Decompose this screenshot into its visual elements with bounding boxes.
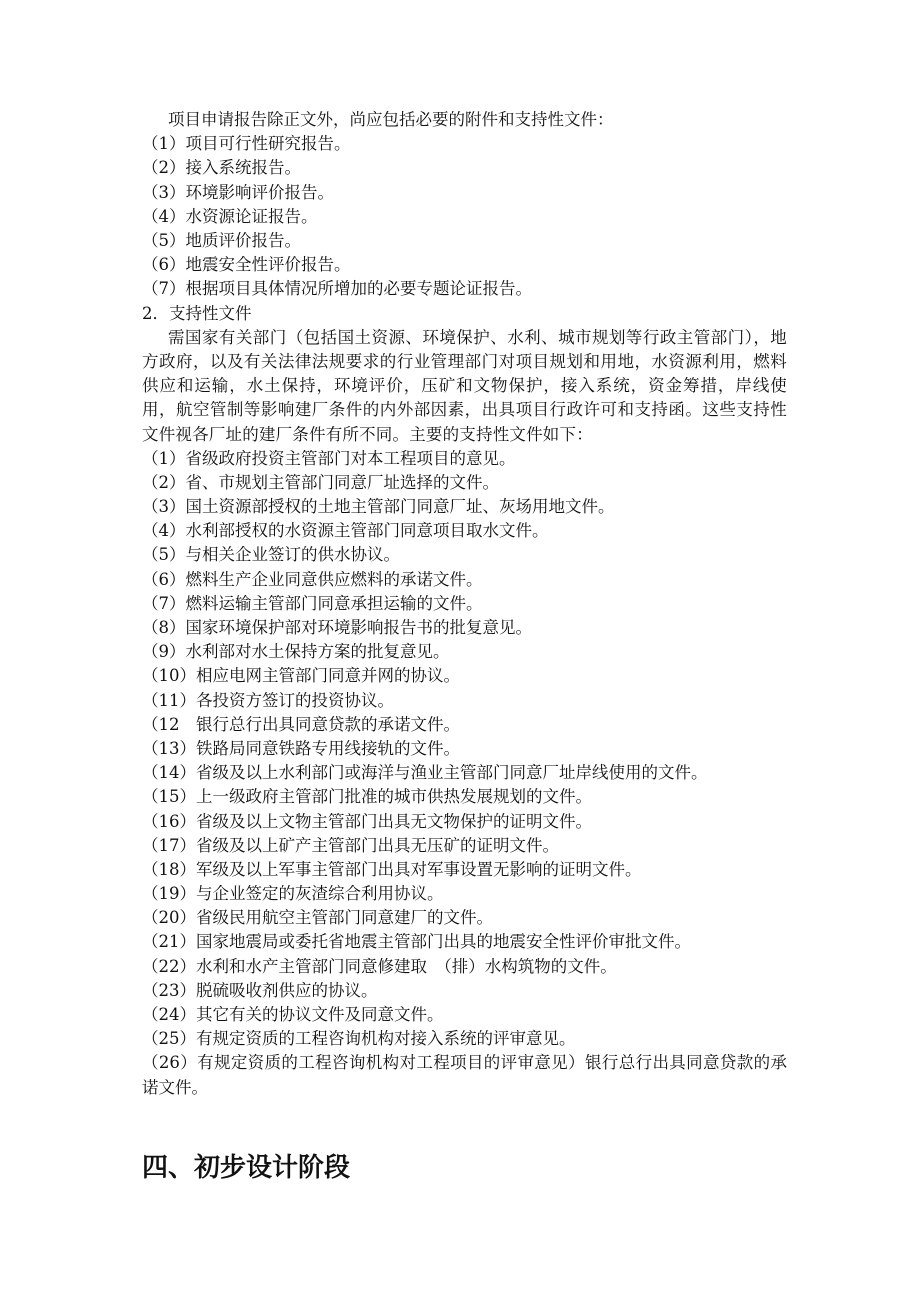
list-item: （4）水利部授权的水资源主管部门同意项目取水文件。 [142,521,549,541]
list-item: （19）与企业签定的灰渣综合利用协议。 [142,884,444,904]
list-item: （9）水利部对水土保持方案的批复意见。 [142,642,450,662]
list-item: （16）省级及以上文物主管部门出具无文物保护的证明文件。 [142,811,592,831]
list-item: （15）上一级政府主管部门批准的城市供热发展规划的文件。 [142,787,592,807]
document-body [142,108,787,1100]
list-item-wrapped: （26）有规定资质的工程咨询机构对工程项目的评审意见）银行总行出具同意贷款的承诺文件。 [142,1053,787,1097]
list-item: （2）接入系统报告。 [142,158,301,178]
list-item: （3）环境影响评价报告。 [142,182,334,202]
chapter-heading: 四、初步设计阶段 [142,1153,351,1183]
list-item: （5）地质评价报告。 [142,230,301,250]
list-item: （5）与相关企业签订的供水协议。 [142,545,400,565]
list-item: （7）根据项目具体情况所增加的必要专题论证报告。 [142,279,532,299]
list-item: （1）省级政府投资主管部门对本工程项目的意见。 [142,448,516,468]
list-item: （13）铁路局同意铁路专用线接轨的文件。 [142,738,460,758]
list-item: （17）省级及以上矿产主管部门出具无压矿的证明文件。 [142,835,559,855]
list-item: （6）地震安全性评价报告。 [142,255,351,275]
list-item: （24）其它有关的协议文件及同意文件。 [142,1005,444,1025]
section-paragraph: 需国家有关部门（包括国土资源、环境保护、水利、城市规划等行政主管部门），地方政府，以及有关法律法规要求的行业管理部门对项目规划和用地，水资源利用，燃料供应和运输，水土保持，环境评价，压矿和文物保护，接入系统，资金筹措，岸线使用，航空管制等影响建厂条件的内外部因素，出具项目行政许可和支持函。这些支持性文件视各厂址的建厂条件有所不同。主要的支持性文件如下： [142,327,787,444]
list-item: （7）燃料运输主管部门同意承担运输的文件。 [142,593,483,613]
list-item: （18）军级及以上军事主管部门出具对军事设置无影响的证明文件。 [142,859,642,879]
list-item: （8）国家环境保护部对环境影响报告书的批复意见。 [142,618,532,638]
section-title: 2．支持性文件 [142,303,252,323]
intro-line: 项目申请报告除正文外，尚应包括必要的附件和支持性文件： [168,110,614,129]
list-item: （2）省、市规划主管部门同意厂址选择的文件。 [142,472,499,492]
list-item: （10）相应电网主管部门同意并网的协议。 [142,666,460,686]
list-item: （1）项目可行性研究报告。 [142,134,351,154]
list-item: （12 银行总行出具同意贷款的承诺文件。 [142,714,460,734]
list-item: （20）省级民用航空主管部门同意建厂的文件。 [142,908,493,928]
list-item: （6）燃料生产企业同意供应燃料的承诺文件。 [142,569,483,589]
support-doc-list [142,447,787,1100]
list-item: （25）有规定资质的工程咨询机构对接入系统的评审意见。 [142,1029,576,1049]
list-item: （11）各投资方签订的投资协议。 [142,690,394,710]
list-item: （23）脱硫吸收剂供应的协议。 [142,980,378,1000]
list-item: （21）国家地震局或委托省地震主管部门出具的地震安全性评价审批文件。 [142,932,691,952]
list-item: （3）国土资源部授权的土地主管部门同意厂址、灰场用地文件。 [142,497,615,517]
list-item: （14）省级及以上水利部门或海洋与渔业主管部门同意厂址岸线使用的文件。 [142,763,708,783]
list-item: （4）水资源论证报告。 [142,206,318,226]
attachment-list [142,132,787,301]
list-item: （22）水利和水产主管部门同意修建取 （排）水构筑物的文件。 [142,956,617,976]
